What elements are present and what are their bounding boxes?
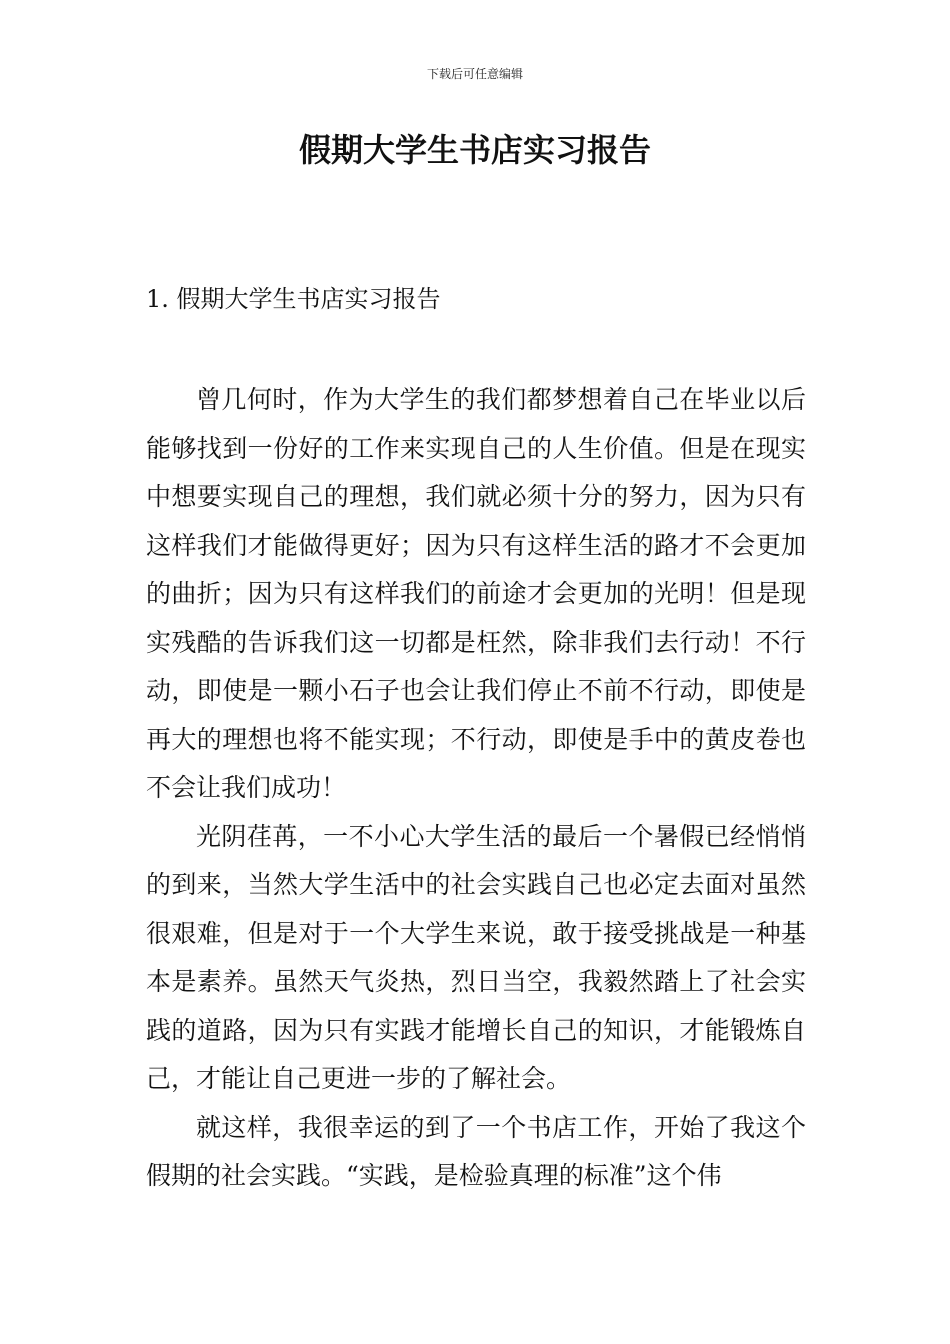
paragraph: 就这样，我很幸运的到了一个书店工作，开始了我这个假期的社会实践。“实践，是检验真理的标准”这个伟 (146, 1112, 806, 1190)
section-heading: 1. 假期大学生书店实习报告 (146, 285, 441, 313)
body-text (146, 376, 806, 1201)
paragraph: 曾几何时，作为大学生的我们都梦想着自己在毕业以后能够找到一份好的工作来实现自己的人生价值。但是在现实中想要实现自己的理想，我们就必须十分的努力，因为只有这样我们才能做得更好；因为只有这样生活的路才不会更加的曲折；因为只有这样我们的前途才会更加的光明！但是现实残酷的告诉我们这一切都是枉然，除非我们去行动！不行动，即使是一颗小石子也会让我们停止不前不行动，即使是再大的理想也将不能实现；不行动，即使是手中的黄皮卷也不会让我们成功！ (146, 385, 806, 802)
document-title: 假期大学生书店实习报告 (298, 131, 651, 169)
header-note: 下载后可任意编辑 (426, 67, 523, 81)
paragraph: 光阴荏苒，一不小心大学生活的最后一个暑假已经悄悄的到来，当然大学生活中的社会实践自己也必定去面对虽然很艰难，但是对于一个大学生来说，敢于接受挑战是一种基本是素养。虽然天气炎热，烈日当空，我毅然踏上了社会实践的道路，因为只有实践才能增长自己的知识，才能锻炼自己，才能让自己更进一步的了解社会。 (146, 821, 806, 1093)
